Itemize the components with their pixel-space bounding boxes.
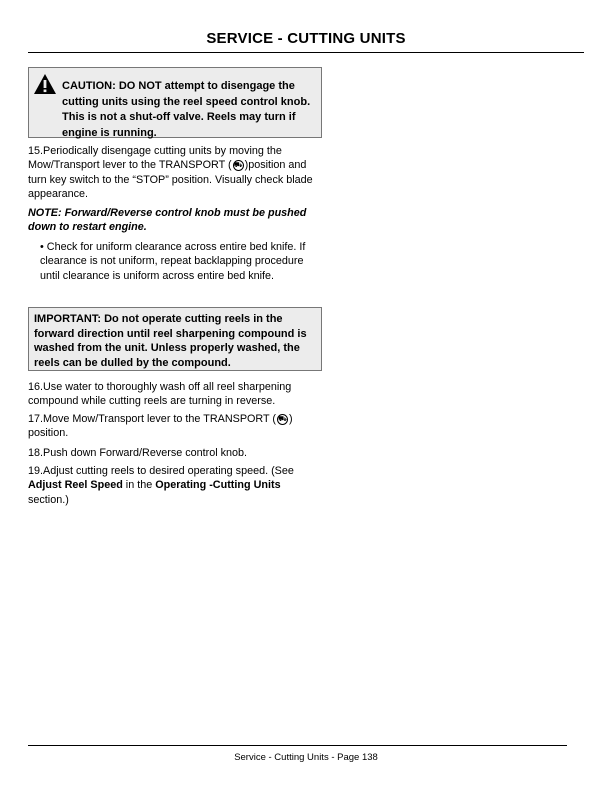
caution-box: [28, 67, 322, 138]
step-18: 18.Push down Forward/Reverse control knob.: [28, 447, 248, 459]
page-title: SERVICE - CUTTING UNITS: [206, 30, 406, 47]
step-19: 19.Adjust cutting reels to desired operating speed. (See Adjust Reel Speed in the Operating -Cutting Units section.): [28, 465, 294, 506]
warning-triangle-icon: [33, 73, 57, 95]
transport-symbol-icon: ⛟: [233, 161, 243, 169]
title-divider: [28, 52, 584, 53]
step-16: 16.Use water to thoroughly wash off all reel sharpening compound while cutting reels are turning in reverse.: [28, 381, 292, 408]
step-15: 15.Periodically disengage cutting units by moving the Mow/Transport lever to the TRANSPORT ( ⛟ )position and turn key switch to the “STOP” position. Visually check blade appearance.: [28, 145, 313, 200]
important-text: IMPORTANT: Do not operate cutting reels in the forward direction until reel sharpening compound is washed from the unit. Unless properly washed, the reels can be dulled by the compound.: [34, 313, 307, 369]
caution-text: CAUTION: DO NOT attempt to disengage the cutting units using the reel speed control knob. This is not a shut-off valve. Reels may turn if engine is running.: [62, 80, 311, 139]
step-17: 17.Move Mow/Transport lever to the TRANSPORT ( ⛟ ) position.: [28, 413, 293, 440]
footer-divider: [28, 745, 567, 746]
bullet-clearance: • Check for uniform clearance across entire bed knife. If clearance is not uniform, repeat backlapping procedure until clearance is uniform across entire bed knife.: [40, 241, 306, 282]
page-footer: Service - Cutting Units - Page 138: [234, 752, 378, 763]
transport-symbol-icon: ⛟: [278, 415, 287, 423]
important-box: [28, 307, 322, 371]
note-restart: NOTE: Forward/Reverse control knob must be pushed down to restart engine.: [28, 207, 307, 234]
